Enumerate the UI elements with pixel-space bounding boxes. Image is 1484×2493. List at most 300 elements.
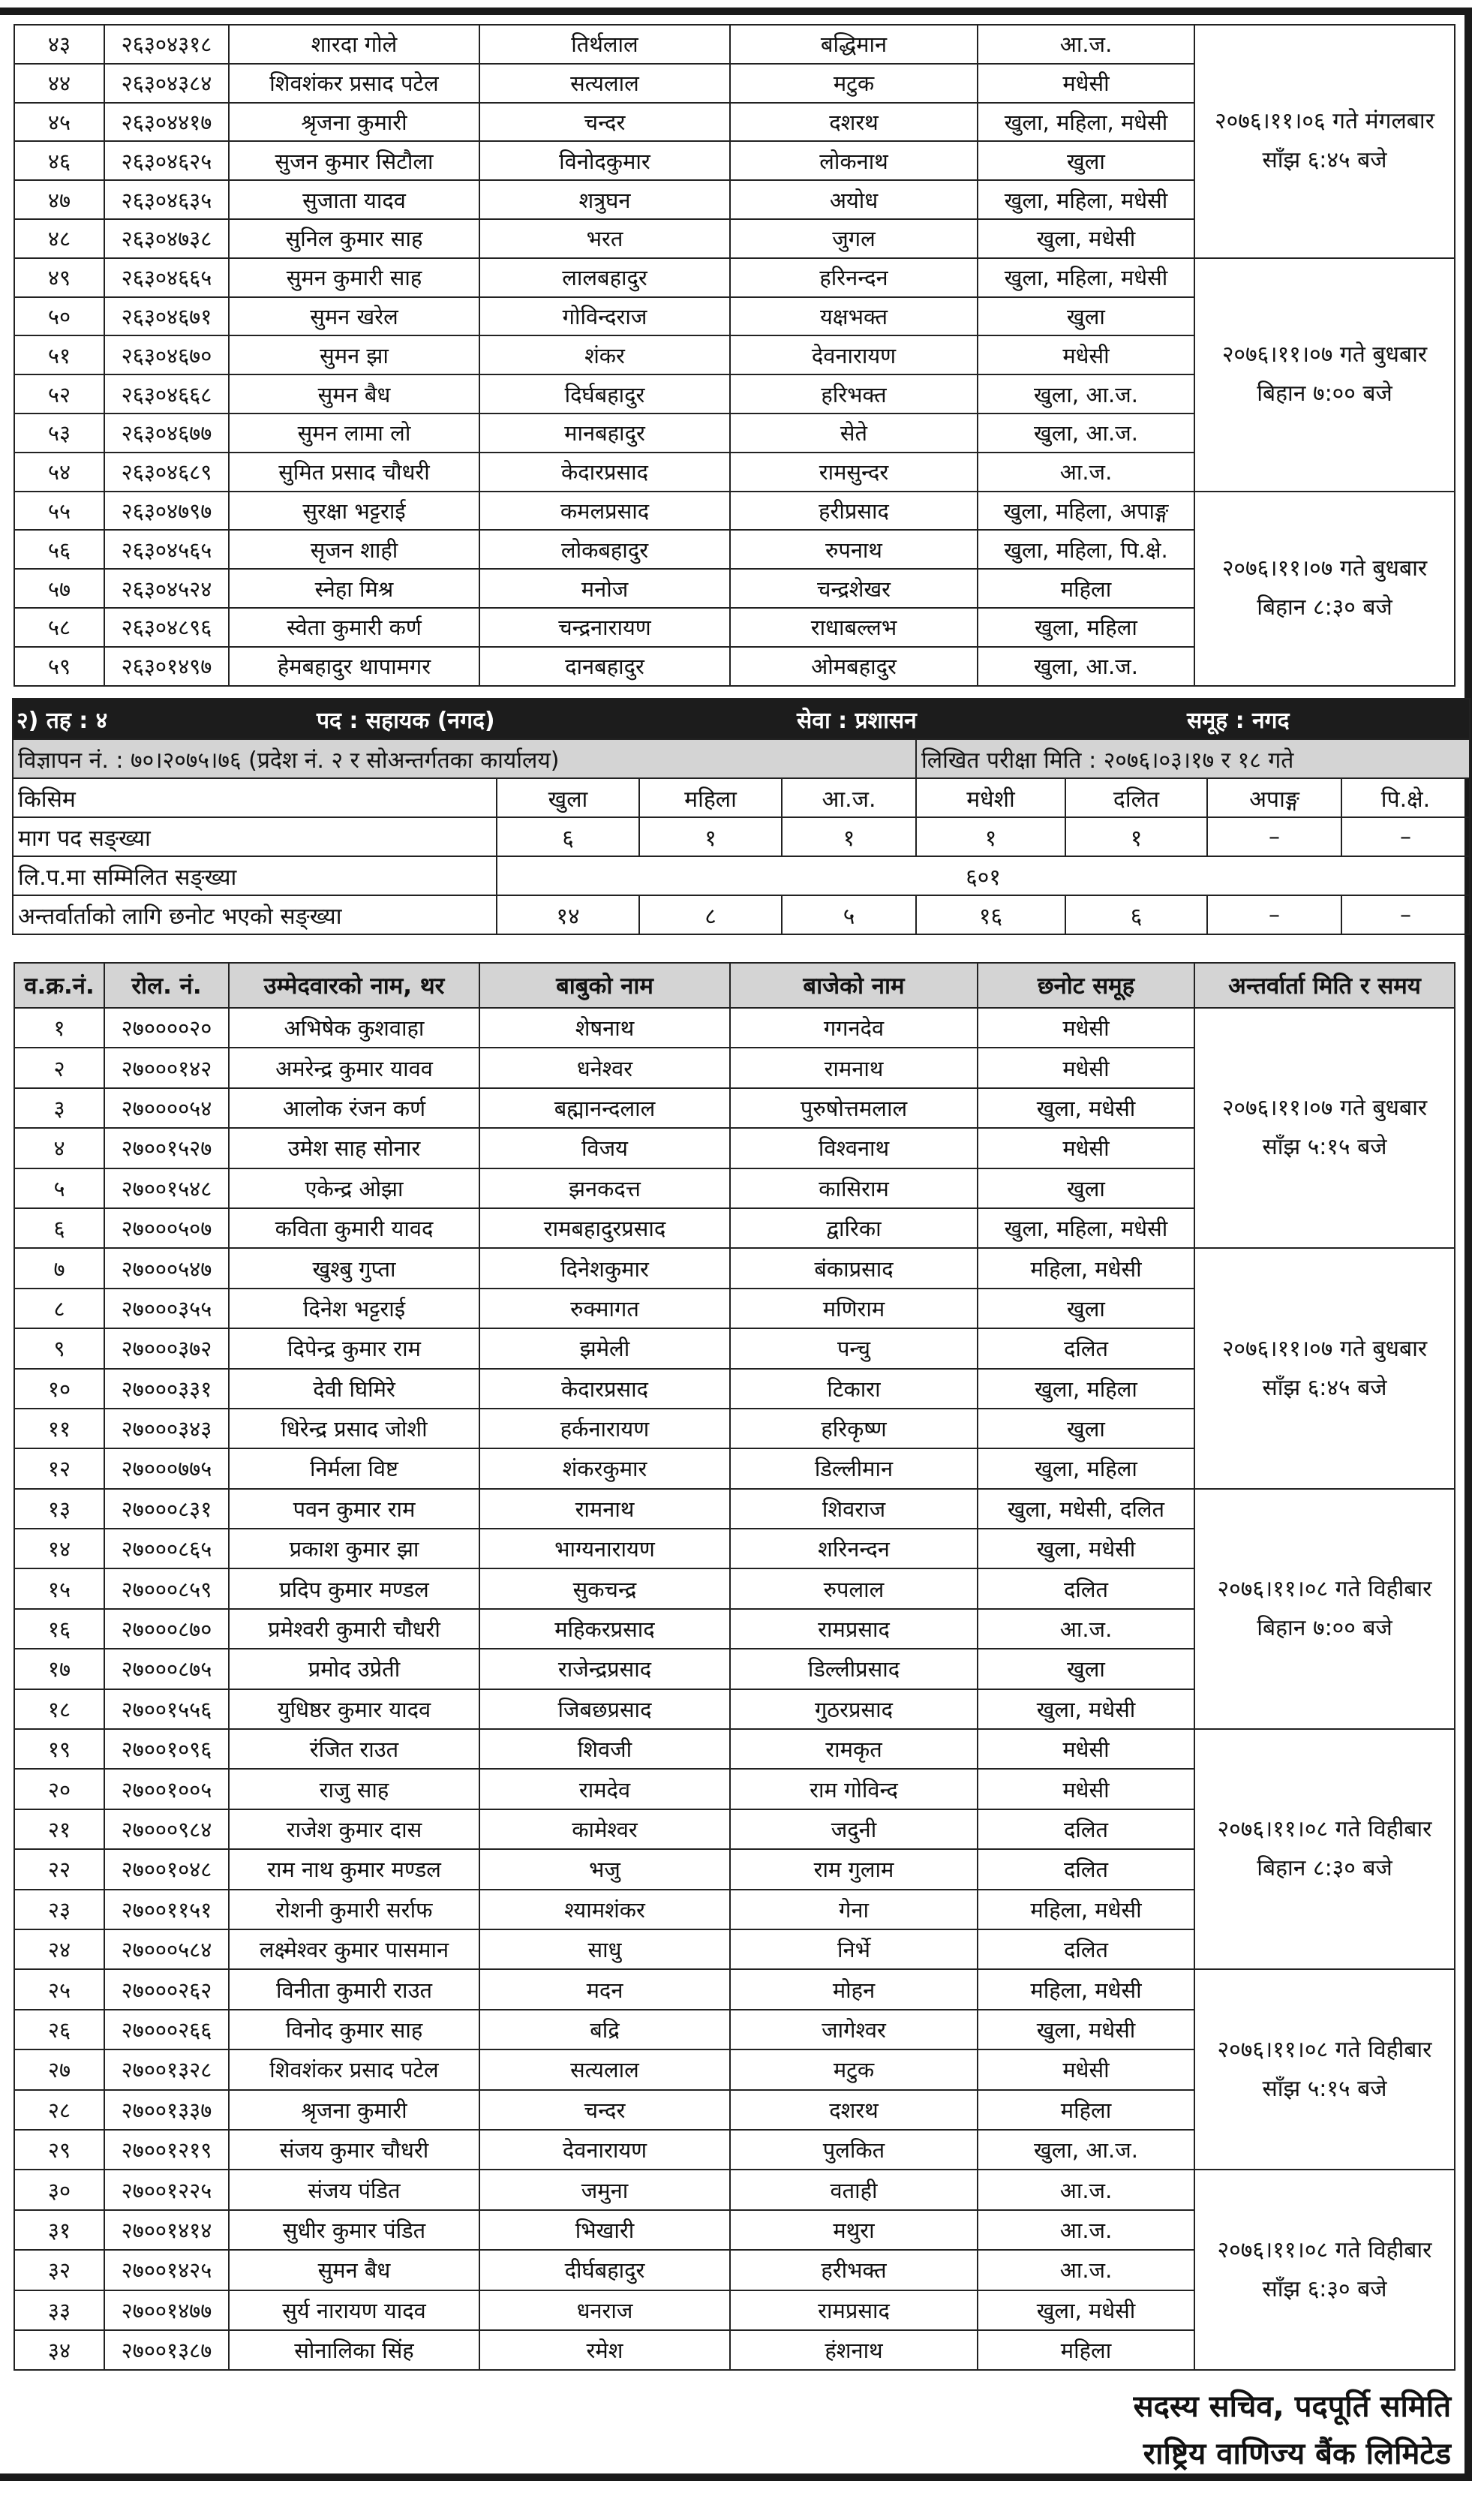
interview-count: ८	[639, 895, 782, 934]
cell-grandfather: दशरथ	[730, 103, 978, 142]
cell-grandfather: जुगल	[730, 219, 978, 258]
cell-roll: २७०००५४७	[104, 1248, 229, 1288]
cell-group: खुला	[978, 1289, 1194, 1328]
cell-group: खुला, मधेसी	[978, 219, 1194, 258]
cell-father: रामबहादुरप्रसाद	[479, 1208, 730, 1248]
cell-father: लोकबहादुर	[479, 530, 730, 569]
cell-group: खुला, आ.ज.	[978, 374, 1194, 413]
demand-count: –	[1341, 817, 1470, 856]
cell-father: झनकदत्त	[479, 1168, 730, 1208]
cell-name: श्रृजना कुमारी	[229, 103, 479, 142]
category-header: दलित	[1065, 778, 1207, 817]
cell-grandfather: मटुक	[730, 64, 978, 103]
table-row	[14, 1008, 1455, 1048]
cell-name: सृजन शाही	[229, 530, 479, 569]
cell-roll: २७००१०९६	[104, 1729, 229, 1769]
cell-name: संजय कुमार चौधरी	[229, 2130, 479, 2170]
cell-father: भजु	[479, 1849, 730, 1889]
cell-grandfather: मणिराम	[730, 1289, 978, 1328]
interview-count: १६	[916, 895, 1065, 934]
cell-sn: १४	[14, 1529, 104, 1568]
cell-roll: २७००१४२५	[104, 2250, 229, 2290]
cell-sn: ६	[14, 1208, 104, 1248]
post-label: पद : सहायक (नगद)	[317, 707, 495, 734]
cell-roll: २७०००८५९	[104, 1568, 229, 1608]
interview-schedule	[1194, 492, 1455, 686]
cell-group: मधेसी	[978, 335, 1194, 374]
cell-roll: २७००१३३७	[104, 2090, 229, 2130]
cell-sn: १७	[14, 1649, 104, 1689]
cell-grandfather: राम गुलाम	[730, 1849, 978, 1889]
cell-group: महिला	[978, 569, 1194, 608]
cell-name: सुमित प्रसाद चौधरी	[229, 453, 479, 492]
cell-grandfather: पुलकित	[730, 2130, 978, 2170]
cell-name: हेमबहादुर थापामगर	[229, 647, 479, 686]
cell-grandfather: शरिनन्दन	[730, 1529, 978, 1568]
cell-grandfather: हरीभक्त	[730, 2250, 978, 2290]
cell-roll: २६३०४७९७	[104, 492, 229, 531]
cell-father: शंकर	[479, 335, 730, 374]
cell-grandfather: वताही	[730, 2170, 978, 2209]
cell-name: प्रमोद उप्रेती	[229, 1649, 479, 1689]
candidates-table-section-2	[14, 962, 1455, 2371]
cell-sn: १	[14, 1008, 104, 1048]
cell-name: प्रदिप कुमार मण्डल	[229, 1568, 479, 1608]
cell-father: धनराज	[479, 2290, 730, 2330]
cell-grandfather: हरिकृष्ण	[730, 1409, 978, 1448]
cell-sn: २२	[14, 1849, 104, 1889]
cell-group: खुला, आ.ज.	[978, 413, 1194, 453]
cell-grandfather: कासिराम	[730, 1168, 978, 1208]
cell-name: स्वेता कुमारी कर्ण	[229, 608, 479, 647]
cell-group: मधेसी	[978, 1729, 1194, 1769]
cell-sn: ३४	[14, 2330, 104, 2370]
interview-schedule	[1194, 25, 1455, 258]
cell-grandfather: रामनाथ	[730, 1048, 978, 1087]
cell-father: दीर्घबहादुर	[479, 2250, 730, 2290]
cell-father: रुक्मागत	[479, 1289, 730, 1328]
cell-roll: २६३०४८९६	[104, 608, 229, 647]
cell-roll: २६३०४६७७	[104, 413, 229, 453]
table-row	[14, 1248, 1455, 1288]
cell-group: खुला, महिला, मधेसी	[978, 258, 1194, 297]
cell-group: मधेसी	[978, 2049, 1194, 2089]
interview-time: साँझ ५:१५ बजे	[1262, 2075, 1387, 2102]
interview-date: २०७६।११।०७ गते बुधबार	[1221, 1095, 1428, 1122]
cell-group: खुला, मधेसी	[978, 2290, 1194, 2330]
table-row	[14, 492, 1455, 531]
cell-roll: २७००१४७७	[104, 2290, 229, 2330]
candidates-table-continued	[14, 24, 1455, 687]
cell-sn: २८	[14, 2090, 104, 2130]
cell-sn: १५	[14, 1568, 104, 1608]
cell-grandfather: गुठरप्रसाद	[730, 1689, 978, 1729]
cell-group: महिला, मधेसी	[978, 1248, 1194, 1288]
cell-grandfather: डिल्लीप्रसाद	[730, 1649, 978, 1689]
interview-schedule	[1194, 1008, 1455, 1248]
cell-roll: २७००१३२८	[104, 2049, 229, 2089]
cell-name: युधिष्ठर कुमार यादव	[229, 1689, 479, 1729]
cell-roll: २७०००८७०	[104, 1609, 229, 1649]
signature-line-2: राष्ट्रिय वाणिज्य बैंक लिमिटेड	[1143, 2437, 1451, 2471]
cell-grandfather: हरीप्रसाद	[730, 492, 978, 531]
cell-sn: ४	[14, 1128, 104, 1168]
signature-line-1: सदस्य सचिव, पदपूर्ति समिति	[1133, 2389, 1451, 2424]
cell-roll: २६३०४३८४	[104, 64, 229, 103]
cell-father: रमेश	[479, 2330, 730, 2370]
cell-name: राम नाथ कुमार मण्डल	[229, 1849, 479, 1889]
cell-group: खुला, महिला	[978, 1448, 1194, 1488]
interview-count: १४	[497, 895, 639, 934]
interview-date: २०७६।११।०८ गते विहीबार	[1217, 1816, 1432, 1843]
cell-grandfather: ओमबहादुर	[730, 647, 978, 686]
cell-grandfather: चन्द्रशेखर	[730, 569, 978, 608]
cell-group: आ.ज.	[978, 2250, 1194, 2290]
table-row	[14, 1729, 1455, 1769]
table-row	[14, 258, 1455, 297]
cell-roll: २७०००३५५	[104, 1289, 229, 1328]
cell-roll: २६३०४५२४	[104, 569, 229, 608]
column-header: अन्तर्वार्ता मिति र समय	[1194, 963, 1455, 1008]
cell-father: शिवजी	[479, 1729, 730, 1769]
table-row	[14, 2170, 1455, 2209]
cell-grandfather: रुपलाल	[730, 1568, 978, 1608]
cell-father: दिनेशकुमार	[479, 1248, 730, 1288]
cell-group: खुला, महिला, मधेसी	[978, 1208, 1194, 1248]
cell-group: खुला, आ.ज.	[978, 647, 1194, 686]
cell-father: गोविन्दराज	[479, 297, 730, 336]
advert-number: विज्ञापन नं. : ७०।२०७५।७६ (प्रदेश नं. २ र सोअन्तर्गतका कार्यालय)	[13, 739, 916, 778]
cell-father: दानबहादुर	[479, 647, 730, 686]
cell-name: दिनेश भट्टराई	[229, 1289, 479, 1328]
cell-group: महिला	[978, 2330, 1194, 2370]
cell-sn: ५६	[14, 530, 104, 569]
cell-group: दलित	[978, 1568, 1194, 1608]
cell-grandfather: पुरुषोत्तमलाल	[730, 1088, 978, 1128]
cell-name: लक्ष्मेश्वर कुमार पासमान	[229, 1929, 479, 1969]
cell-father: बद्रि	[479, 2010, 730, 2049]
cell-sn: ४९	[14, 258, 104, 297]
cell-name: उमेश साह सोनार	[229, 1128, 479, 1168]
cell-father: शंकरकुमार	[479, 1448, 730, 1488]
level-label: २) तह : ४	[17, 707, 108, 734]
cell-name: धिरेन्द्र प्रसाद जोशी	[229, 1409, 479, 1448]
cell-group: खुला, मधेसी	[978, 2010, 1194, 2049]
interview-schedule	[1194, 2170, 1455, 2370]
cell-sn: २७	[14, 2049, 104, 2089]
interview-date: २०७६।११।०८ गते विहीबार	[1217, 1575, 1432, 1602]
cell-father: बह्मानन्दलाल	[479, 1088, 730, 1128]
cell-name: सुमन कुमारी साह	[229, 258, 479, 297]
cell-grandfather: हरिभक्त	[730, 374, 978, 413]
cell-father: तिर्थलाल	[479, 25, 730, 64]
cell-group: आ.ज.	[978, 453, 1194, 492]
cell-roll: २७००१५५६	[104, 1689, 229, 1729]
cell-name: सुर्य नारायण यादव	[229, 2290, 479, 2330]
cell-father: हर्कनारायण	[479, 1409, 730, 1448]
cell-father: रामनाथ	[479, 1489, 730, 1529]
cell-grandfather: टिकारा	[730, 1369, 978, 1409]
cell-name: सुरक्षा भट्टराई	[229, 492, 479, 531]
cell-sn: २४	[14, 1929, 104, 1969]
cell-father: देवनारायण	[479, 2130, 730, 2170]
column-header: बाबुको नाम	[479, 963, 730, 1008]
cell-roll: २७००१२१९	[104, 2130, 229, 2170]
cell-roll: २७००१००५	[104, 1769, 229, 1809]
cell-father: सत्यलाल	[479, 2049, 730, 2089]
cell-group: खुला	[978, 1168, 1194, 1208]
cell-father: दिर्घबहादुर	[479, 374, 730, 413]
cell-father: जमुना	[479, 2170, 730, 2209]
written-label: लि.प.मा सम्मिलित सङ्ख्या	[13, 856, 497, 895]
cell-group: मधेसी	[978, 1128, 1194, 1168]
cell-sn: १०	[14, 1369, 104, 1409]
service-label: सेवा : प्रशासन	[797, 707, 917, 734]
cell-father: मदन	[479, 1969, 730, 2009]
cell-grandfather: मथुरा	[730, 2210, 978, 2250]
cell-father: महिकरप्रसाद	[479, 1609, 730, 1649]
cell-grandfather: राम गोविन्द	[730, 1769, 978, 1809]
cell-group: खुला, महिला, पि.क्षे.	[978, 530, 1194, 569]
cell-name: पवन कुमार राम	[229, 1489, 479, 1529]
category-header: पि.क्षे.	[1341, 778, 1470, 817]
cell-grandfather: मोहन	[730, 1969, 978, 2009]
cell-group: दलित	[978, 1929, 1194, 1969]
cell-sn: ५८	[14, 608, 104, 647]
cell-group: मधेसी	[978, 1048, 1194, 1087]
group-label: समूह : नगद	[1187, 707, 1290, 734]
cell-roll: २७००००५४	[104, 1088, 229, 1128]
cell-group: मधेसी	[978, 64, 1194, 103]
cell-name: सुजाता यादव	[229, 180, 479, 219]
cell-sn: २१	[14, 1809, 104, 1849]
cell-father: शत्रुघन	[479, 180, 730, 219]
cell-grandfather: गगनदेव	[730, 1008, 978, 1048]
cell-roll: २७०००३३१	[104, 1369, 229, 1409]
column-header: छनोट समूह	[978, 963, 1194, 1008]
cell-grandfather: रामप्रसाद	[730, 2290, 978, 2330]
category-header: मधेशी	[916, 778, 1065, 817]
cell-father: मनोज	[479, 569, 730, 608]
cell-grandfather: बद्धिमान	[730, 25, 978, 64]
cell-group: महिला	[978, 2090, 1194, 2130]
interview-date: २०७६।११।०७ गते बुधबार	[1221, 341, 1428, 368]
cell-name: निर्मला विष्ट	[229, 1448, 479, 1488]
cell-name: देवी घिमिरे	[229, 1369, 479, 1409]
cell-name: अमरेन्द्र कुमार यावव	[229, 1048, 479, 1087]
cell-father: भाग्यनारायण	[479, 1529, 730, 1568]
cell-sn: ३	[14, 1088, 104, 1128]
cell-grandfather: जागेश्वर	[730, 2010, 978, 2049]
cell-name: विनीता कुमारी राउत	[229, 1969, 479, 2009]
cell-group: खुला, आ.ज.	[978, 2130, 1194, 2170]
cell-name: कविता कुमारी यावद	[229, 1208, 479, 1248]
cell-group: खुला, मधेसी	[978, 1689, 1194, 1729]
cell-grandfather: हरिनन्दन	[730, 258, 978, 297]
cell-sn: ३०	[14, 2170, 104, 2209]
cell-name: सुमन लामा लो	[229, 413, 479, 453]
cell-father: साधु	[479, 1929, 730, 1969]
cell-grandfather: रामप्रसाद	[730, 1609, 978, 1649]
cell-sn: ५	[14, 1168, 104, 1208]
interview-schedule	[1194, 1969, 1455, 2170]
interview-date: २०७६।११।०८ गते विहीबार	[1217, 2236, 1432, 2263]
cell-group: खुला	[978, 141, 1194, 180]
interview-count: –	[1207, 895, 1341, 934]
cell-roll: २७००१०४८	[104, 1849, 229, 1889]
cell-group: खुला, महिला, अपाङ्ग	[978, 492, 1194, 531]
cell-roll: २७००१५४८	[104, 1168, 229, 1208]
interview-time: साँझ ६:३० बजे	[1262, 2275, 1387, 2302]
cell-roll: २६३०४६६८	[104, 374, 229, 413]
cell-sn: ५३	[14, 413, 104, 453]
cell-group: खुला	[978, 1409, 1194, 1448]
cell-name: खुश्बु गुप्ता	[229, 1248, 479, 1288]
cell-roll: २६३०४५६५	[104, 530, 229, 569]
cell-name: एकेन्द्र ओझा	[229, 1168, 479, 1208]
interview-schedule	[1194, 1489, 1455, 1729]
interview-time: बिहान ७:०० बजे	[1257, 1614, 1392, 1641]
cell-father: भरत	[479, 219, 730, 258]
cell-sn: ११	[14, 1409, 104, 1448]
cell-sn: ८	[14, 1289, 104, 1328]
cell-roll: २७००१३८७	[104, 2330, 229, 2370]
exam-date: लिखित परीक्षा मिति : २०७६।०३।१७ र १८ गते	[916, 739, 1470, 778]
demand-count: १	[916, 817, 1065, 856]
cell-name: विनोद कुमार साह	[229, 2010, 479, 2049]
cell-group: आ.ज.	[978, 1609, 1194, 1649]
cell-roll: २६३०४४१७	[104, 103, 229, 142]
cell-roll: २७०००३४३	[104, 1409, 229, 1448]
interview-date: २०७६।११।०७ गते बुधबार	[1221, 1335, 1428, 1362]
demand-count: –	[1207, 817, 1341, 856]
interview-date: २०७६।११।०७ गते बुधबार	[1221, 555, 1428, 582]
cell-roll: २७०००८६५	[104, 1529, 229, 1568]
category-header: खुला	[497, 778, 639, 817]
cell-name: सुजन कुमार सिटौला	[229, 141, 479, 180]
cell-sn: ४५	[14, 103, 104, 142]
cell-name: शिवशंकर प्रसाद पटेल	[229, 64, 479, 103]
demand-count: १	[1065, 817, 1207, 856]
cell-grandfather: रुपनाथ	[730, 530, 978, 569]
cell-name: राजेश कुमार दास	[229, 1809, 479, 1849]
cell-sn: ५४	[14, 453, 104, 492]
demand-count: ६	[497, 817, 639, 856]
cell-name: अभिषेक कुशवाहा	[229, 1008, 479, 1048]
cell-group: दलित	[978, 1809, 1194, 1849]
cell-sn: १८	[14, 1689, 104, 1729]
cell-group: खुला, मधेसी	[978, 1088, 1194, 1128]
cell-father: विजय	[479, 1128, 730, 1168]
cell-grandfather: शिवराज	[730, 1489, 978, 1529]
written-total: ६०१	[497, 856, 1470, 895]
cell-grandfather: अयोध	[730, 180, 978, 219]
cell-father: सुकचन्द्र	[479, 1568, 730, 1608]
interview-count: ६	[1065, 895, 1207, 934]
cell-sn: ९	[14, 1328, 104, 1368]
cell-roll: २६३०१४९७	[104, 647, 229, 686]
cell-grandfather: रामकृत	[730, 1729, 978, 1769]
cell-roll: २७०००२६२	[104, 1969, 229, 2009]
cell-name: स्नेहा मिश्र	[229, 569, 479, 608]
cell-name: आलोक रंजन कर्ण	[229, 1088, 479, 1128]
cell-name: संजय पंडित	[229, 2170, 479, 2209]
cell-group: महिला, मधेसी	[978, 1969, 1194, 2009]
cell-roll: २६३०४६३५	[104, 180, 229, 219]
cell-roll: २७००१४१४	[104, 2210, 229, 2250]
cell-group: खुला, महिला, मधेसी	[978, 180, 1194, 219]
cell-sn: २५	[14, 1969, 104, 2009]
cell-sn: ५१	[14, 335, 104, 374]
cell-sn: ५७	[14, 569, 104, 608]
cell-sn: ७	[14, 1248, 104, 1288]
cell-father: केदारप्रसाद	[479, 453, 730, 492]
cell-father: जिबछप्रसाद	[479, 1689, 730, 1729]
column-header: बाजेको नाम	[730, 963, 978, 1008]
cell-name: शिवशंकर प्रसाद पटेल	[229, 2049, 479, 2089]
table-row	[14, 1489, 1455, 1529]
cell-name: सोनालिका सिंह	[229, 2330, 479, 2370]
cell-father: कामेश्वर	[479, 1809, 730, 1849]
cell-sn: ५९	[14, 647, 104, 686]
category-header: अपाङ्ग	[1207, 778, 1341, 817]
cell-grandfather: निर्भे	[730, 1929, 978, 1969]
cell-roll: २७००११५१	[104, 1890, 229, 1929]
cell-sn: १३	[14, 1489, 104, 1529]
cell-sn: २६	[14, 2010, 104, 2049]
cell-group: आ.ज.	[978, 2210, 1194, 2250]
cell-father: रामदेव	[479, 1769, 730, 1809]
cell-roll: २६३०४६७०	[104, 335, 229, 374]
interview-time: बिहान ८:३० बजे	[1257, 594, 1392, 621]
cell-name: सुधीर कुमार पंडित	[229, 2210, 479, 2250]
cell-grandfather: गेना	[730, 1890, 978, 1929]
table-row	[14, 25, 1455, 64]
cell-roll: २७००१२२५	[104, 2170, 229, 2209]
cell-group: आ.ज.	[978, 2170, 1194, 2209]
cell-name: शारदा गोले	[229, 25, 479, 64]
cell-roll: २७००१५२७	[104, 1128, 229, 1168]
cell-group: खुला	[978, 297, 1194, 336]
cell-sn: २	[14, 1048, 104, 1087]
cell-father: भिखारी	[479, 2210, 730, 2250]
interview-count: ५	[782, 895, 916, 934]
cell-grandfather: राधाबल्लभ	[730, 608, 978, 647]
cell-grandfather: बंकाप्रसाद	[730, 1248, 978, 1288]
cell-father: कमलप्रसाद	[479, 492, 730, 531]
column-header: व.क्र.नं.	[14, 963, 104, 1008]
interview-schedule	[1194, 258, 1455, 492]
interview-time: बिहान ७:०० बजे	[1257, 380, 1392, 407]
cell-father: शेषनाथ	[479, 1008, 730, 1048]
cell-grandfather: दशरथ	[730, 2090, 978, 2130]
interview-label: अन्तर्वार्ताको लागि छनोट भएको सङ्ख्या	[13, 895, 497, 934]
cell-roll: २६३०४७३८	[104, 219, 229, 258]
cell-sn: २३	[14, 1890, 104, 1929]
cell-sn: ४८	[14, 219, 104, 258]
cell-roll: २७००००२०	[104, 1008, 229, 1048]
cell-sn: ५२	[14, 374, 104, 413]
category-header: महिला	[639, 778, 782, 817]
cell-father: मानबहादुर	[479, 413, 730, 453]
cell-group: खुला, महिला, मधेसी	[978, 103, 1194, 142]
cell-grandfather: लोकनाथ	[730, 141, 978, 180]
cell-roll: २७०००७७५	[104, 1448, 229, 1488]
cell-father: चन्द्रनारायण	[479, 608, 730, 647]
cell-group: मधेसी	[978, 1769, 1194, 1809]
cell-name: राजु साह	[229, 1769, 479, 1809]
demand-count: १	[782, 817, 916, 856]
